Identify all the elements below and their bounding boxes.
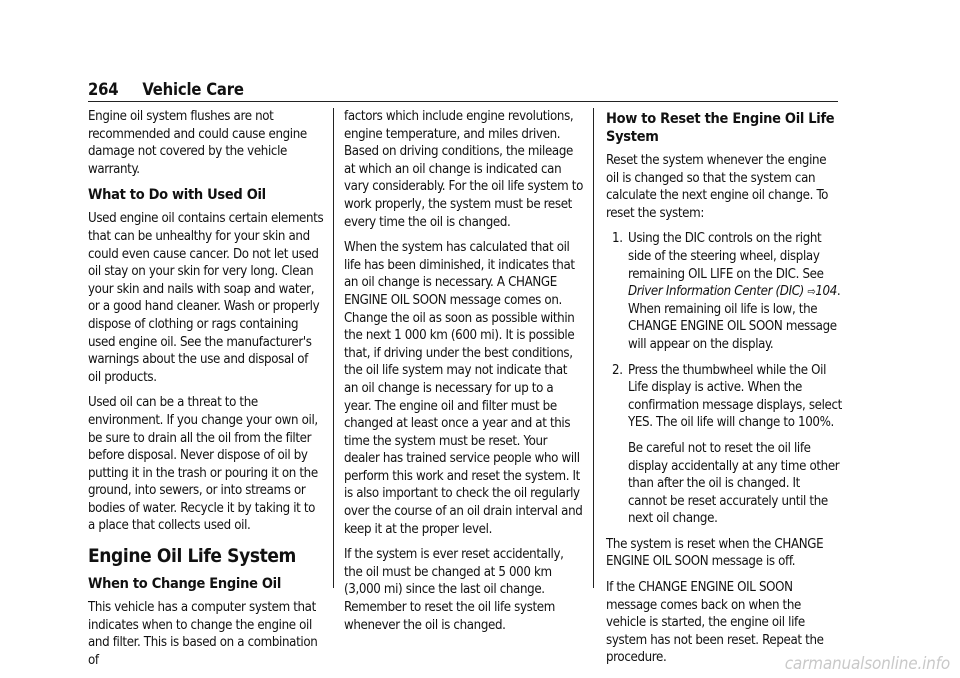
list-item bbox=[606, 230, 842, 353]
page-header bbox=[88, 80, 244, 99]
step-number: 1. bbox=[612, 231, 623, 247]
paragraph-oil-flush: Engine oil system flushes are not recommended and could cause engine damage not covered by the vehicle warranty. bbox=[88, 109, 307, 177]
paragraph-used-oil-environment: Used oil can be a threat to the environment. If you change your own oil, be sure to drain all the oil from the filter before disposal. Never dispose of oil by putting it in the trash or pouring it on the ground, into sewers, or into streams or bodies of water. Recycle it by taking it to a place that collects used oil. bbox=[88, 395, 318, 534]
reset-steps-list bbox=[606, 230, 842, 528]
step-text: Press the thumbwheel while the Oil Life display is active. When the confirmation message displays, select YES. The oil life will change to 100%. bbox=[628, 362, 842, 431]
heading-when-to-change: When to Change Engine Oil bbox=[88, 576, 281, 593]
column-divider-2 bbox=[593, 108, 594, 588]
heading-used-oil: What to Do with Used Oil bbox=[88, 187, 266, 204]
page-number: 264 bbox=[88, 80, 119, 99]
step-number: 2. bbox=[612, 362, 623, 378]
paragraph-oil-diminished: When the system has calculated that oil life has been diminished, it indicates that an oil change is necessary. A CHANGE ENGINE OIL SOON message comes on. Change the oil as soon as possible within the next 1 000 km (600 mi). It is possible that, if driving under the best conditions, the oil life system may not indicate that an oil change is necessary for up to a year. The engine oil and filter must be changed at least once a year and at this time the system must be reset. Your dealer has trained service people who will perform this work and reset the system. It is also important to check the oil regularly over the course of an oil drain interval and keep it at the proper level. bbox=[344, 240, 583, 537]
paragraph-accidental-reset: If the system is ever reset accidentally, the oil must be changed at 5 000 km (3,000 mi) since the last oil change. Remember to reset the oil life system whenever the oil is changed. bbox=[344, 547, 564, 633]
heading-reset-oil-life: How to Reset the Engine Oil Life System bbox=[606, 111, 835, 145]
section-title: Vehicle Care bbox=[142, 80, 244, 99]
dic-reference-link[interactable]: Driver Information Center (DIC) bbox=[628, 284, 804, 300]
step-text: Using the DIC controls on the right side of the steering wheel, display remaining OIL LIFE on the DIC. See bbox=[628, 231, 824, 282]
column-2 bbox=[344, 108, 584, 642]
page-reference-number[interactable]: 104 bbox=[815, 284, 837, 300]
step-note: Be careful not to reset the oil life display accidentally at any time other than after the oil is changed. It cannot be reset accurately until the next oil change. bbox=[628, 440, 840, 527]
column-divider-1 bbox=[333, 108, 334, 588]
paragraph-reset-complete: The system is reset when the CHANGE ENGINE OIL SOON message is off. bbox=[606, 536, 824, 570]
column-1 bbox=[88, 108, 324, 677]
paragraph-factors: factors which include engine revolutions, engine temperature, and miles driven. Based on driving conditions, the mileage at which an oil change is indicated can vary considerably. For the oil life system to work properly, the system must be reset every time the oil is changed. bbox=[344, 109, 583, 230]
paragraph-reset-intro: Reset the system whenever the engine oil is changed so that the system can calculate the next engine oil change. To reset the system: bbox=[606, 153, 829, 221]
paragraph-computer-system: This vehicle has a computer system that indicates when to change the engine oil and filter. This is based on a combination of bbox=[88, 600, 318, 668]
paragraph-used-oil-health: Used engine oil contains certain elements that can be unhealthy for your skin and could even cause cancer. Do not let used oil stay on your skin for very long. Clean your skin and nails with soap and water, or a good hand cleaner. Wash or properly dispose of clothing or rags containing used engine oil. See the manufacturer's warnings about the use and disposal of oil products. bbox=[88, 211, 324, 385]
header-rule bbox=[88, 101, 838, 102]
watermark: carmanualsonline.info bbox=[784, 654, 950, 674]
column-3 bbox=[606, 108, 842, 675]
list-item bbox=[606, 362, 842, 528]
step-text-continued: . When remaining oil life is low, the CHANGE ENGINE OIL SOON message will appear on the display. bbox=[628, 284, 841, 352]
page-reference-icon: ⇨ bbox=[807, 285, 816, 299]
paragraph-repeat-procedure: If the CHANGE ENGINE OIL SOON message comes back on when the vehicle is started, the engine oil life system has not been reset. Repeat the procedure. bbox=[606, 580, 824, 666]
heading-oil-life-system: Engine Oil Life System bbox=[88, 545, 296, 568]
